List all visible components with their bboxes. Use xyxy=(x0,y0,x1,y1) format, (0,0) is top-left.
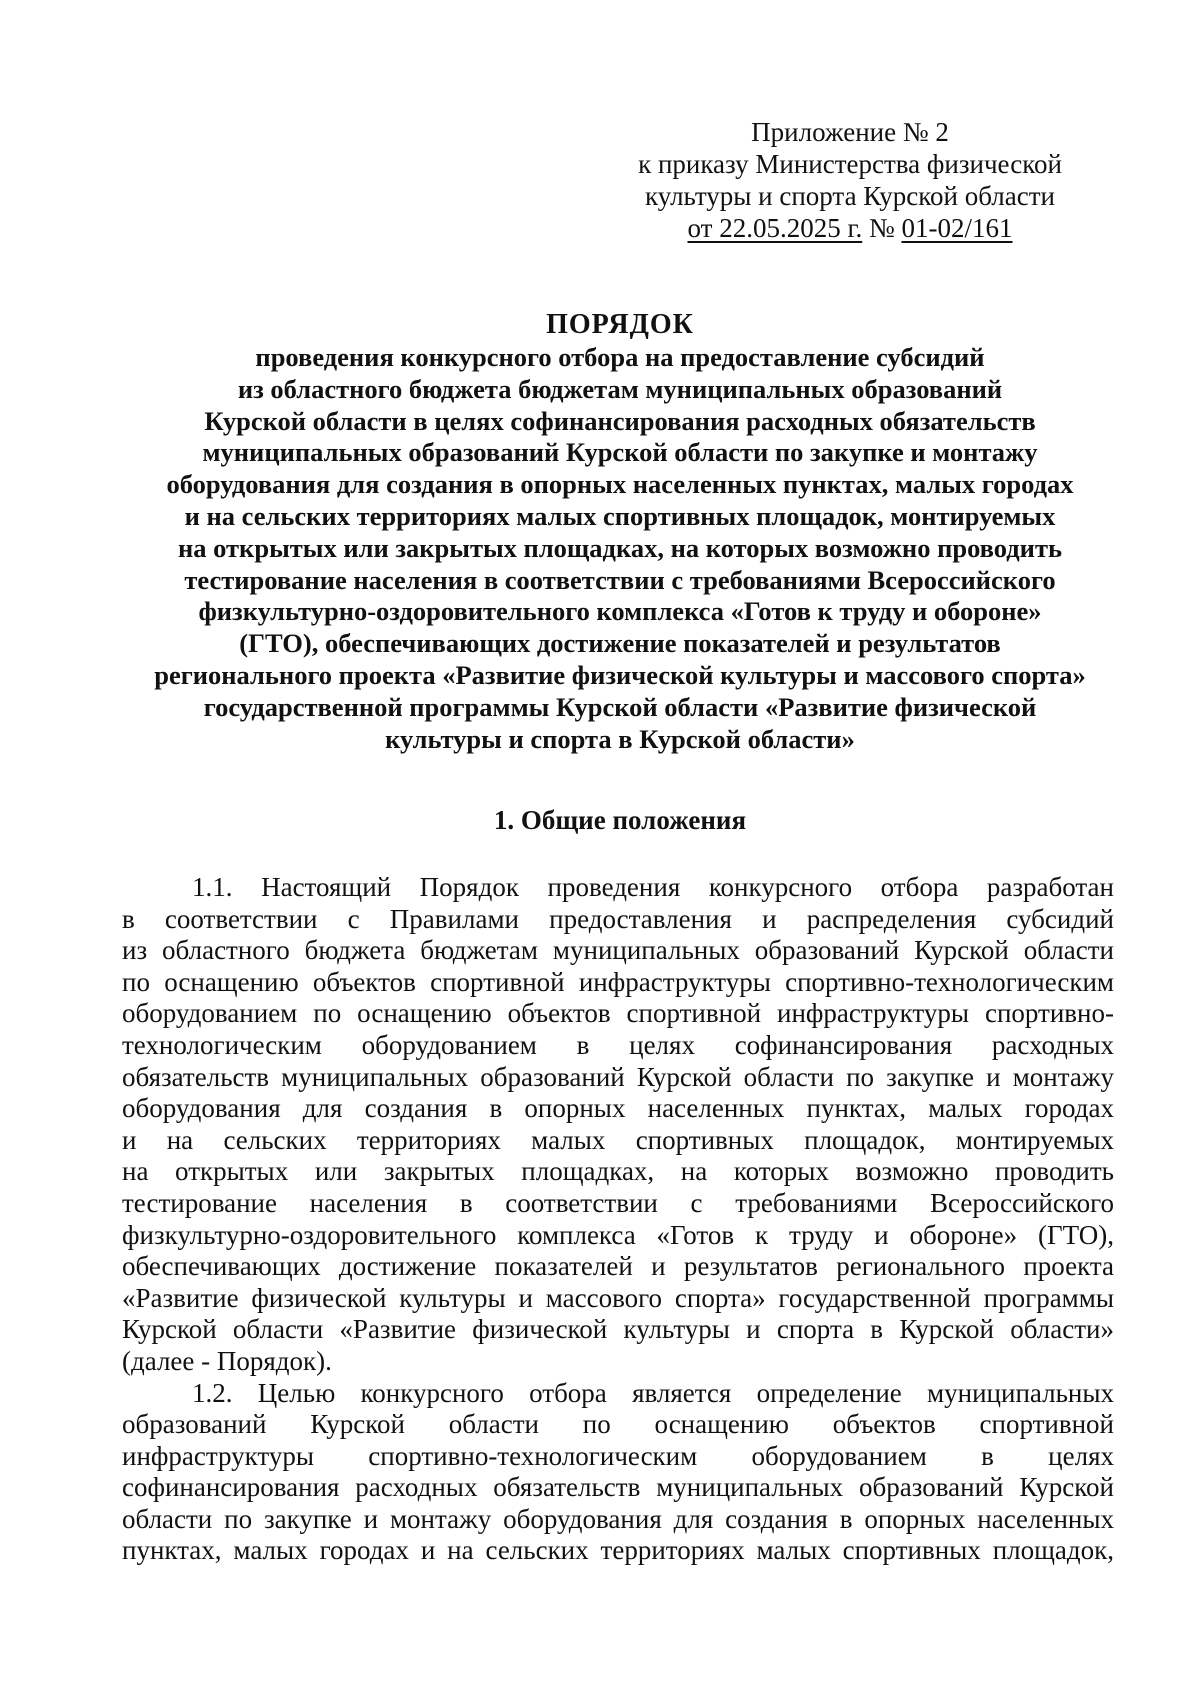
document-title-main: ПОРЯДОК xyxy=(546,309,694,340)
paragraph-line: области по закупке и монтажу оборудования для создания в опорных населенных xyxy=(122,1503,1114,1534)
appendix-date-number xyxy=(600,212,1100,244)
title-line: тестирование населения в соответствии с требованиями Всероссийского xyxy=(184,564,1056,595)
paragraph-line: тестирование населения в соответствии с требованиями Всероссийского xyxy=(122,1187,1114,1218)
paragraph-line: обязательств муниципальных образований Курской области по закупке и монтажу xyxy=(122,1061,1114,1092)
paragraph-line: физкультурно-оздоровительного комплекса «Готов к труду и обороне» (ГТО), xyxy=(122,1219,1114,1250)
paragraph-line: Курской области «Развитие физической культуры и спорта в Курской области» xyxy=(122,1314,1114,1345)
paragraph-line: «Развитие физической культуры и массового спорта» государственной программы xyxy=(122,1282,1114,1313)
title-line: из областного бюджета бюджетам муниципальных образований xyxy=(237,373,1003,404)
paragraph-1-1 xyxy=(122,872,1114,1378)
paragraph-line: пунктах, малых городах и на сельских территориях малых спортивных площадок, xyxy=(122,1535,1114,1566)
paragraph-line: технологическим оборудованием в целях софинансирования расходных xyxy=(122,1029,1114,1060)
paragraph-line: и на сельских территориях малых спортивных площадок, монтируемых xyxy=(122,1124,1114,1155)
title-line: физкультурно-оздоровительного комплекса «Готов к труду и обороне» xyxy=(198,596,1042,627)
title-line: культуры и спорта в Курской области» xyxy=(385,723,855,754)
title-line: регионального проекта «Развитие физической культуры и массового спорта» xyxy=(154,659,1086,690)
paragraph-line: из областного бюджета бюджетам муниципальных образований Курской области xyxy=(122,935,1114,966)
paragraph-line: (далее - Порядок). xyxy=(122,1345,332,1376)
appendix-header xyxy=(600,116,1100,244)
appendix-date: от 22.05.2025 г. xyxy=(687,213,863,243)
document-body xyxy=(122,872,1114,1567)
paragraph-line: образований Курской области по оснащению объектов спортивной xyxy=(122,1409,1114,1440)
title-line: оборудования для создания в опорных населенных пунктах, малых городах xyxy=(166,469,1074,500)
appendix-title: Приложение № 2 xyxy=(751,117,949,147)
title-line: на открытых или закрытых площадках, на которых возможно проводить xyxy=(178,532,1062,563)
paragraph-line: инфраструктуры спортивно-технологическим оборудованием в целях xyxy=(122,1440,1114,1471)
paragraph-line: 1.1. Настоящий Порядок проведения конкурсного отбора разработан xyxy=(192,872,1114,902)
document-title xyxy=(120,308,1120,755)
paragraph-line: в соответствии с Правилами предоставления и распределения субсидий xyxy=(122,903,1114,934)
paragraph-line: обеспечивающих достижение показателей и результатов регионального проекта xyxy=(122,1251,1114,1282)
appendix-order-ref: к приказу Министерства физической xyxy=(638,149,1062,179)
paragraph-line: софинансирования расходных обязательств муниципальных образований Курской xyxy=(122,1472,1114,1503)
paragraph-line: по оснащению объектов спортивной инфраструктуры спортивно-технологическим xyxy=(122,966,1114,997)
section-heading-general: 1. Общие положения xyxy=(493,805,747,835)
paragraph-line: оборудования для создания в опорных населенных пунктах, малых городах xyxy=(122,1093,1114,1124)
title-line: проведения конкурсного отбора на предоставление субсидий xyxy=(255,342,985,372)
appendix-number-sign: № xyxy=(868,213,895,243)
appendix-number: 01-02/161 xyxy=(901,213,1013,243)
paragraph-line: 1.2. Целью конкурсного отбора является определение муниципальных xyxy=(192,1377,1114,1408)
paragraph-line: на открытых или закрытых площадках, на которых возможно проводить xyxy=(122,1156,1114,1187)
title-line: и на сельских территориях малых спортивных площадок, монтируемых xyxy=(184,500,1056,531)
title-line: Курской области в целях софинансирования расходных обязательств xyxy=(204,405,1036,436)
appendix-ministry: культуры и спорта Курской области xyxy=(645,181,1055,211)
title-line: государственной программы Курской области «Развитие физической xyxy=(203,691,1037,722)
title-line: (ГТО), обеспечивающих достижение показателей и результатов xyxy=(239,628,1001,659)
paragraph-1-2 xyxy=(122,1378,1114,1568)
title-line: муниципальных образований Курской области по закупке и монтажу xyxy=(202,437,1038,468)
paragraph-line: оборудованием по оснащению объектов спортивной инфраструктуры спортивно- xyxy=(122,998,1114,1029)
